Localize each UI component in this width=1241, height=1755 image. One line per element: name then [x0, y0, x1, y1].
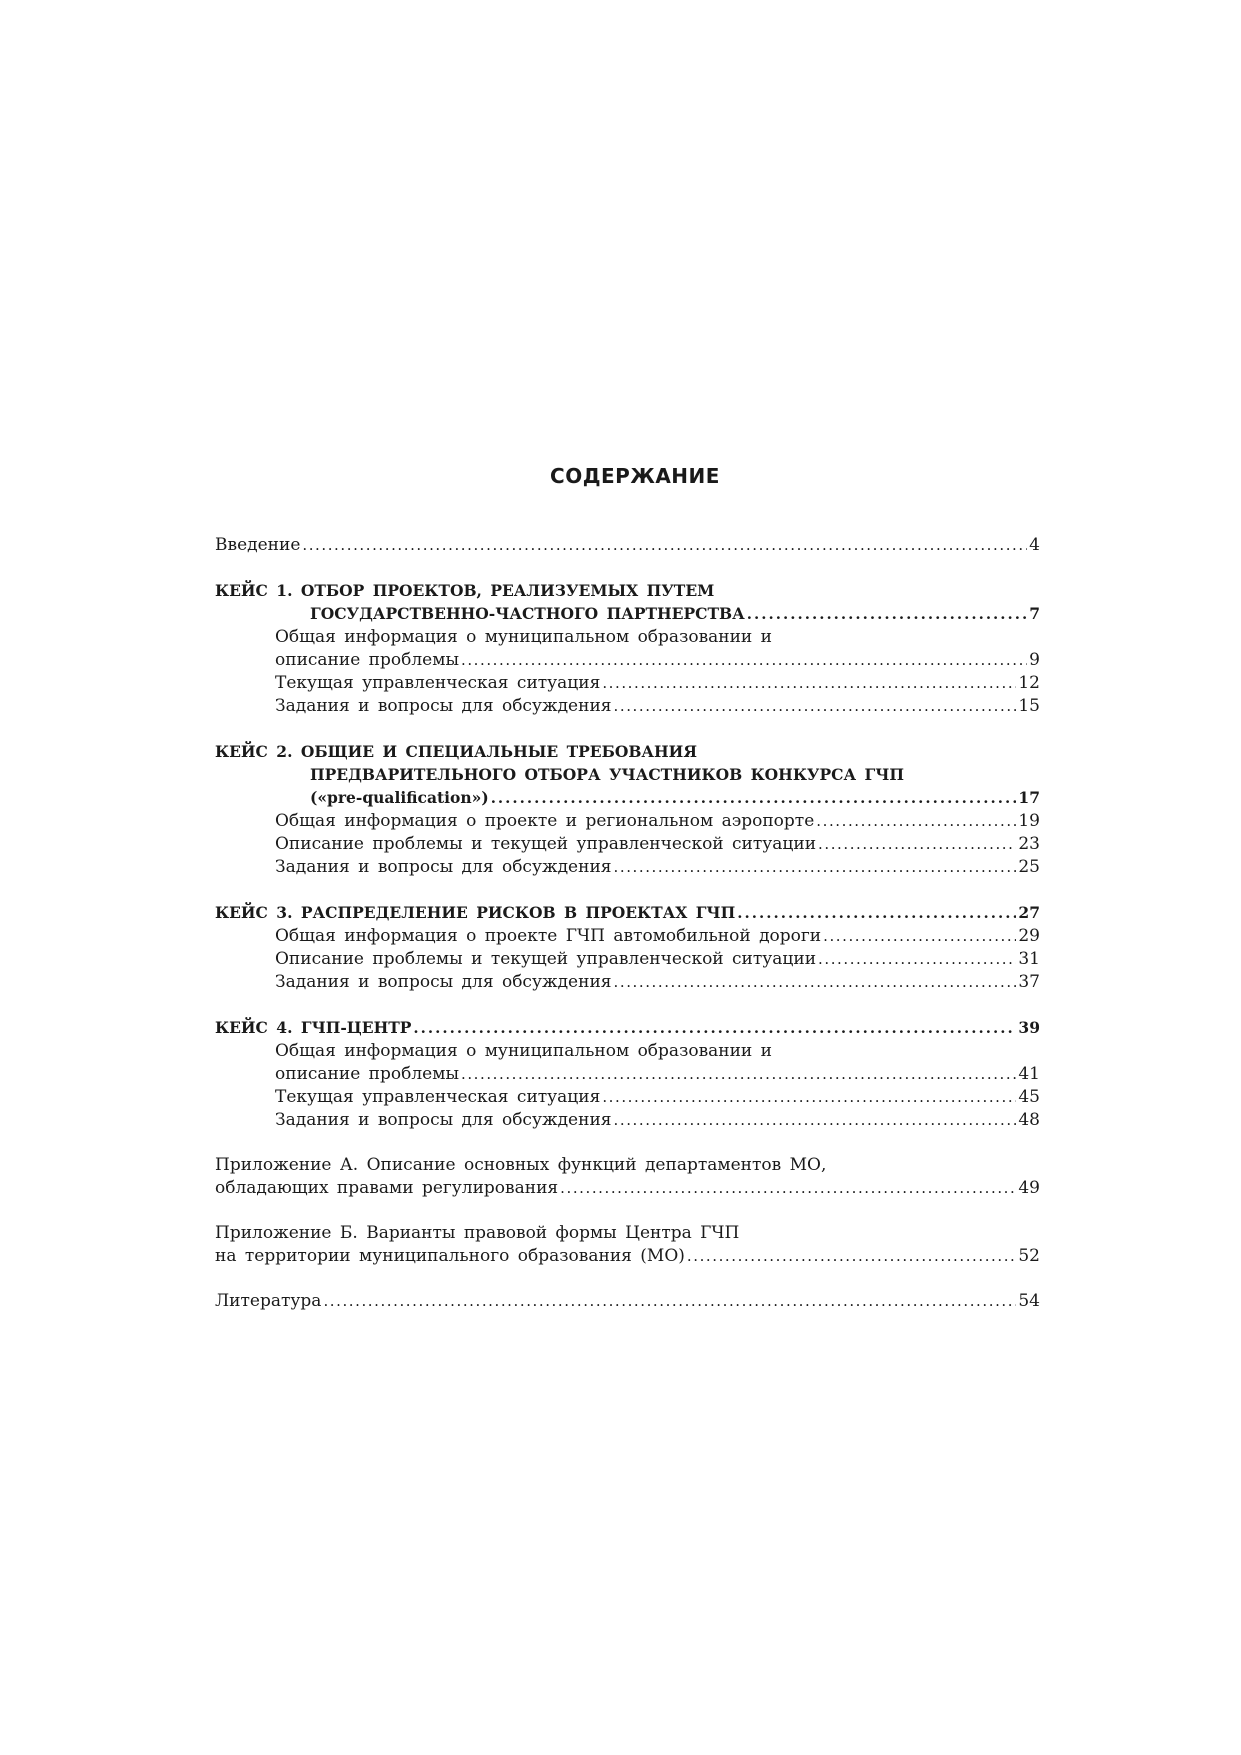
toc-entry-text: Общая информация о муниципальном образовании и: [275, 1041, 773, 1061]
toc-entry-text: обладающих правами регулирования: [215, 1178, 559, 1198]
toc-subentry[interactable]: [215, 1109, 1040, 1132]
toc-entry-text: Введение: [215, 535, 301, 555]
toc-page-number: 4: [1029, 535, 1040, 555]
toc-entry-text: Задания и вопросы для обсуждения: [275, 857, 612, 877]
toc-page-number: 45: [1018, 1087, 1040, 1107]
toc-entry-text: КЕЙС 3. РАСПРЕДЕЛЕНИЕ РИСКОВ В ПРОЕКТАХ ГЧП: [215, 903, 736, 922]
toc-entry-literature[interactable]: [215, 1290, 1040, 1313]
toc-appendix-a-line1[interactable]: [215, 1154, 1040, 1177]
toc-entry-text: КЕЙС 4. ГЧП-ЦЕНТР: [215, 1018, 412, 1037]
toc-subentry[interactable]: [215, 1086, 1040, 1109]
toc-entry-text: («pre-qualification»): [310, 788, 489, 807]
dot-leader: [747, 602, 1027, 626]
dot-leader: [602, 1086, 1016, 1109]
toc-page-number: 19: [1018, 811, 1040, 831]
toc-subentry[interactable]: [215, 833, 1040, 856]
toc-page-number: 7: [1029, 604, 1040, 623]
toc-case4-heading[interactable]: [215, 1016, 1040, 1040]
dot-leader: [602, 672, 1016, 695]
dot-leader: [323, 1290, 1016, 1313]
toc-entry-text: КЕЙС 1. ОТБОР ПРОЕКТОВ, РЕАЛИЗУЕМЫХ ПУТЕМ: [215, 581, 715, 600]
dot-leader: [302, 534, 1027, 557]
toc-page-number: 25: [1018, 857, 1040, 877]
toc-page-number: 23: [1018, 834, 1040, 854]
toc-case1-heading-line1[interactable]: [215, 579, 1040, 602]
dot-leader: [737, 901, 1016, 925]
dot-leader: [461, 649, 1027, 672]
toc-subentry[interactable]: [215, 971, 1040, 994]
dot-leader: [614, 971, 1017, 994]
dot-leader: [816, 810, 1016, 833]
dot-leader: [818, 833, 1016, 856]
toc-page-number: 17: [1018, 788, 1040, 807]
toc-entry-text: ГОСУДАРСТВЕННО-ЧАСТНОГО ПАРТНЕРСТВА: [310, 604, 745, 623]
toc-page-number: 48: [1018, 1110, 1040, 1130]
toc-entry-text: Общая информация о проекте и региональном аэропорте: [275, 811, 815, 831]
toc-page-number: 41: [1018, 1064, 1040, 1084]
toc-entry-text: Приложение Б. Варианты правовой формы Центра ГЧП: [215, 1223, 740, 1243]
toc-subentry[interactable]: [215, 925, 1040, 948]
toc-subentry[interactable]: [215, 1063, 1040, 1086]
toc-subentry[interactable]: [215, 649, 1040, 672]
toc-entry-text: Текущая управленческая ситуация: [275, 673, 601, 693]
dot-leader: [818, 948, 1016, 971]
toc-entry-text: Текущая управленческая ситуация: [275, 1087, 601, 1107]
toc-subentry[interactable]: [215, 948, 1040, 971]
toc-appendix-b-line1[interactable]: [215, 1222, 1040, 1245]
dot-leader: [614, 856, 1017, 879]
dot-leader: [687, 1245, 1016, 1268]
toc-page-number: 9: [1029, 650, 1040, 670]
dot-leader: [614, 1109, 1017, 1132]
dot-leader: [413, 1016, 1016, 1040]
toc-page-number: 54: [1018, 1291, 1040, 1311]
toc-page-number: 15: [1018, 696, 1040, 716]
toc-entry-text: Литература: [215, 1291, 322, 1311]
toc-entry-text: Описание проблемы и текущей управленческой ситуации: [275, 834, 817, 854]
toc-case2-heading-line1[interactable]: [215, 740, 1040, 763]
toc-subentry[interactable]: [215, 672, 1040, 695]
toc-page-number: 27: [1018, 903, 1040, 922]
toc-case2-heading-line2[interactable]: [215, 763, 1040, 786]
toc-page-number: 37: [1018, 972, 1040, 992]
toc-case2-heading-line3[interactable]: [215, 786, 1040, 810]
toc-page-number: 29: [1018, 926, 1040, 946]
toc-entry-text: Общая информация о муниципальном образовании и: [275, 627, 773, 647]
toc-entry-text: описание проблемы: [275, 650, 459, 670]
toc-entry-text: на территории муниципального образования (МО): [215, 1246, 685, 1266]
toc-entry-text: Приложение А. Описание основных функций департаментов МО,: [215, 1155, 827, 1175]
toc-page-number: 52: [1018, 1246, 1040, 1266]
toc-entry-text: Задания и вопросы для обсуждения: [275, 972, 612, 992]
toc-entry-text: Общая информация о проекте ГЧП автомобильной дороги: [275, 926, 822, 946]
toc-entry-text: Задания и вопросы для обсуждения: [275, 696, 612, 716]
toc-entry-text: КЕЙС 2. ОБЩИЕ И СПЕЦИАЛЬНЫЕ ТРЕБОВАНИЯ: [215, 742, 697, 761]
dot-leader: [560, 1177, 1016, 1200]
toc-entry-text: Задания и вопросы для обсуждения: [275, 1110, 612, 1130]
toc-subentry[interactable]: [215, 856, 1040, 879]
toc-page-number: 39: [1018, 1018, 1040, 1037]
dot-leader: [491, 786, 1017, 810]
toc-entry-intro[interactable]: [215, 534, 1040, 557]
toc-subentry[interactable]: [215, 695, 1040, 718]
toc-appendix-b-line2[interactable]: [215, 1245, 1040, 1268]
toc-entry-text: ПРЕДВАРИТЕЛЬНОГО ОТБОРА УЧАСТНИКОВ КОНКУРСА ГЧП: [310, 765, 905, 784]
toc-page-number: 12: [1018, 673, 1040, 693]
dot-leader: [461, 1063, 1016, 1086]
toc-appendix-a-line2[interactable]: [215, 1177, 1040, 1200]
toc-subentry[interactable]: [215, 1040, 1040, 1063]
toc-case1-heading-line2[interactable]: [215, 602, 1040, 626]
toc-entry-text: описание проблемы: [275, 1064, 459, 1084]
dot-leader: [823, 925, 1016, 948]
toc-entry-text: Описание проблемы и текущей управленческой ситуации: [275, 949, 817, 969]
toc-case3-heading[interactable]: [215, 901, 1040, 925]
page-title: СОДЕРЖАНИЕ: [550, 464, 720, 488]
toc-page-number: 49: [1018, 1178, 1040, 1198]
dot-leader: [614, 695, 1017, 718]
table-of-contents: [215, 534, 1040, 1313]
toc-subentry[interactable]: [215, 810, 1040, 833]
toc-page-number: 31: [1018, 949, 1040, 969]
toc-subentry[interactable]: [215, 626, 1040, 649]
